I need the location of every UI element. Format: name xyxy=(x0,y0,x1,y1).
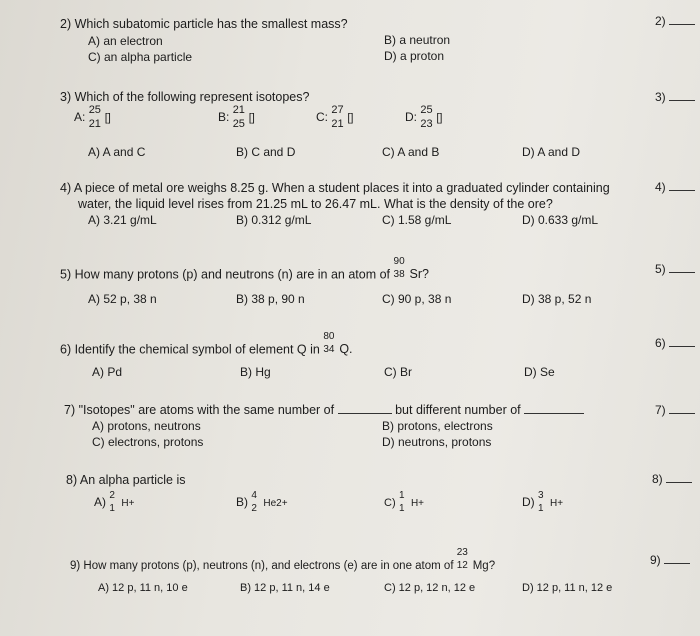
option-2b: B) a neutron xyxy=(384,33,451,47)
isotope-mass: 27 xyxy=(331,104,344,116)
answer-blank-5[interactable] xyxy=(655,262,695,276)
option-2a: A) an electron xyxy=(88,34,163,48)
question-2-text: 2) Which subatomic particle has the smallest mass? xyxy=(60,17,348,31)
nuclide-mass: 80 xyxy=(323,331,335,342)
isotope-atomic: 25 xyxy=(232,118,245,130)
option-5d: D) 38 p, 52 n xyxy=(522,292,592,306)
option-6c: C) Br xyxy=(384,365,412,379)
option-9c: C) 12 p, 12 n, 12 e xyxy=(384,582,476,594)
question-7-part1: 7) "Isotopes" are atoms with the same number of xyxy=(64,403,335,417)
isotope-label: B: xyxy=(218,110,230,125)
question-5-text xyxy=(60,256,429,288)
nuclide-symbol: Sr? xyxy=(409,267,429,282)
nuclide-symbol: H+ xyxy=(410,498,425,510)
question-number: 6) xyxy=(655,336,666,350)
question-7-text xyxy=(64,403,584,417)
option-label: D) xyxy=(522,495,535,510)
question-5-prompt: 5) How many protons (p) and neutrons (n) are in an atom of xyxy=(60,267,391,282)
isotope-label: A: xyxy=(74,110,86,125)
isotope-box: [] xyxy=(104,112,111,124)
option-2c: C) an alpha particle xyxy=(88,50,193,64)
option-9b: B) 12 p, 11 n, 14 e xyxy=(240,582,330,594)
option-label: A) xyxy=(94,495,106,510)
option-7b: B) protons, electrons xyxy=(382,419,493,433)
option-8b xyxy=(236,490,288,516)
answer-blank-8[interactable] xyxy=(652,472,692,486)
nuclide-symbol: H+ xyxy=(550,498,564,510)
isotope-box: [] xyxy=(248,112,255,124)
question-number: 5) xyxy=(655,262,666,276)
isotope-mass: 25 xyxy=(420,104,433,116)
option-5b: B) 38 p, 90 n xyxy=(236,292,305,306)
option-5c: C) 90 p, 38 n xyxy=(382,292,452,306)
nuclide-mass: 23 xyxy=(456,547,468,558)
nuclide-mass: 4 xyxy=(251,490,257,501)
question-4-line1: 4) A piece of metal ore weighs 8.25 g. When a student places it into a graduated cylinder containing xyxy=(60,181,610,195)
question-4-line2: water, the liquid level rises from 21.25 mL to 26.47 mL. What is the density of the ore? xyxy=(78,197,553,211)
question-number: 4) xyxy=(655,180,666,194)
question-9-prompt: 9) How many protons (p), neutrons (n), and electrons (e) are in one atom of xyxy=(70,560,454,573)
option-9a: A) 12 p, 11 n, 10 e xyxy=(98,582,188,594)
question-6-text xyxy=(60,331,353,363)
option-label: C) xyxy=(384,497,396,510)
option-2d: D) a proton xyxy=(384,49,445,63)
option-3b: B) C and D xyxy=(236,145,296,159)
isotope-b xyxy=(218,104,263,132)
isotope-mass: 21 xyxy=(232,104,245,116)
isotope-box: [] xyxy=(347,112,354,124)
isotope-a xyxy=(74,104,119,132)
question-8-text: 8) An alpha particle is xyxy=(66,473,186,487)
nuclide-mass: 1 xyxy=(398,490,405,501)
fill-blank-1[interactable] xyxy=(338,413,392,414)
option-6d: D) Se xyxy=(524,365,555,379)
nuclide-symbol: Q. xyxy=(339,342,353,357)
nuclide-atomic: 38 xyxy=(393,269,405,280)
nuclide-symbol: He2+ xyxy=(263,498,288,510)
nuclide-mass: 90 xyxy=(393,256,405,267)
answer-blank-4[interactable] xyxy=(655,180,695,194)
question-9-text xyxy=(70,547,496,579)
nuclide-atomic: 34 xyxy=(323,344,335,355)
isotope-label: D: xyxy=(405,110,417,125)
nuclide-symbol: Mg? xyxy=(472,560,496,573)
question-7-part2: but different number of xyxy=(395,403,521,417)
answer-blank-9[interactable] xyxy=(650,553,690,567)
question-number: 9) xyxy=(650,553,661,567)
answer-blank-2[interactable] xyxy=(655,14,695,28)
option-4c: C) 1.58 g/mL xyxy=(382,213,452,227)
option-label: B) xyxy=(236,495,248,510)
answer-blank-3[interactable] xyxy=(655,90,695,104)
nuclide-mass: 3 xyxy=(538,490,544,501)
option-3d: D) A and D xyxy=(522,145,581,159)
option-7c: C) electrons, protons xyxy=(92,435,204,449)
nuclide-atomic: 1 xyxy=(398,503,405,514)
nuclide-mass: 2 xyxy=(109,490,115,501)
nuclide-atomic: 1 xyxy=(538,503,544,514)
question-number: 8) xyxy=(652,472,663,486)
option-3a: A) A and C xyxy=(88,145,146,159)
nuclide-atomic: 12 xyxy=(456,560,468,571)
option-8a xyxy=(94,490,134,516)
isotope-label: C: xyxy=(316,110,328,125)
isotope-atomic: 21 xyxy=(88,118,101,130)
option-8d xyxy=(522,490,563,516)
option-7d: D) neutrons, protons xyxy=(382,435,492,449)
isotope-atomic: 21 xyxy=(331,118,344,130)
isotope-atomic: 23 xyxy=(420,118,433,130)
isotope-d xyxy=(405,104,450,132)
question-number: 2) xyxy=(655,14,666,28)
option-7a: A) protons, neutrons xyxy=(92,419,201,433)
question-number: 3) xyxy=(655,90,666,104)
answer-blank-7[interactable] xyxy=(655,403,695,417)
option-3c: C) A and B xyxy=(382,145,440,159)
option-5a: A) 52 p, 38 n xyxy=(88,292,157,306)
question-3-text: 3) Which of the following represent isotopes? xyxy=(60,90,310,104)
option-4b: B) 0.312 g/mL xyxy=(236,213,312,227)
answer-blank-6[interactable] xyxy=(655,336,695,350)
question-number: 7) xyxy=(655,403,666,417)
fill-blank-2[interactable] xyxy=(524,413,584,414)
option-4a: A) 3.21 g/mL xyxy=(88,213,157,227)
nuclide-atomic: 1 xyxy=(109,503,115,514)
option-9d: D) 12 p, 11 n, 12 e xyxy=(522,582,613,594)
option-4d: D) 0.633 g/mL xyxy=(522,213,599,227)
isotope-mass: 25 xyxy=(88,104,101,116)
nuclide-atomic: 2 xyxy=(251,503,257,514)
question-6-prompt: 6) Identify the chemical symbol of element Q in xyxy=(60,342,320,357)
option-8c xyxy=(384,490,424,516)
option-6a: A) Pd xyxy=(92,365,123,379)
option-6b: B) Hg xyxy=(240,365,271,379)
isotope-c xyxy=(316,104,361,132)
nuclide-symbol: H+ xyxy=(121,498,135,510)
isotope-box: [] xyxy=(436,112,443,124)
